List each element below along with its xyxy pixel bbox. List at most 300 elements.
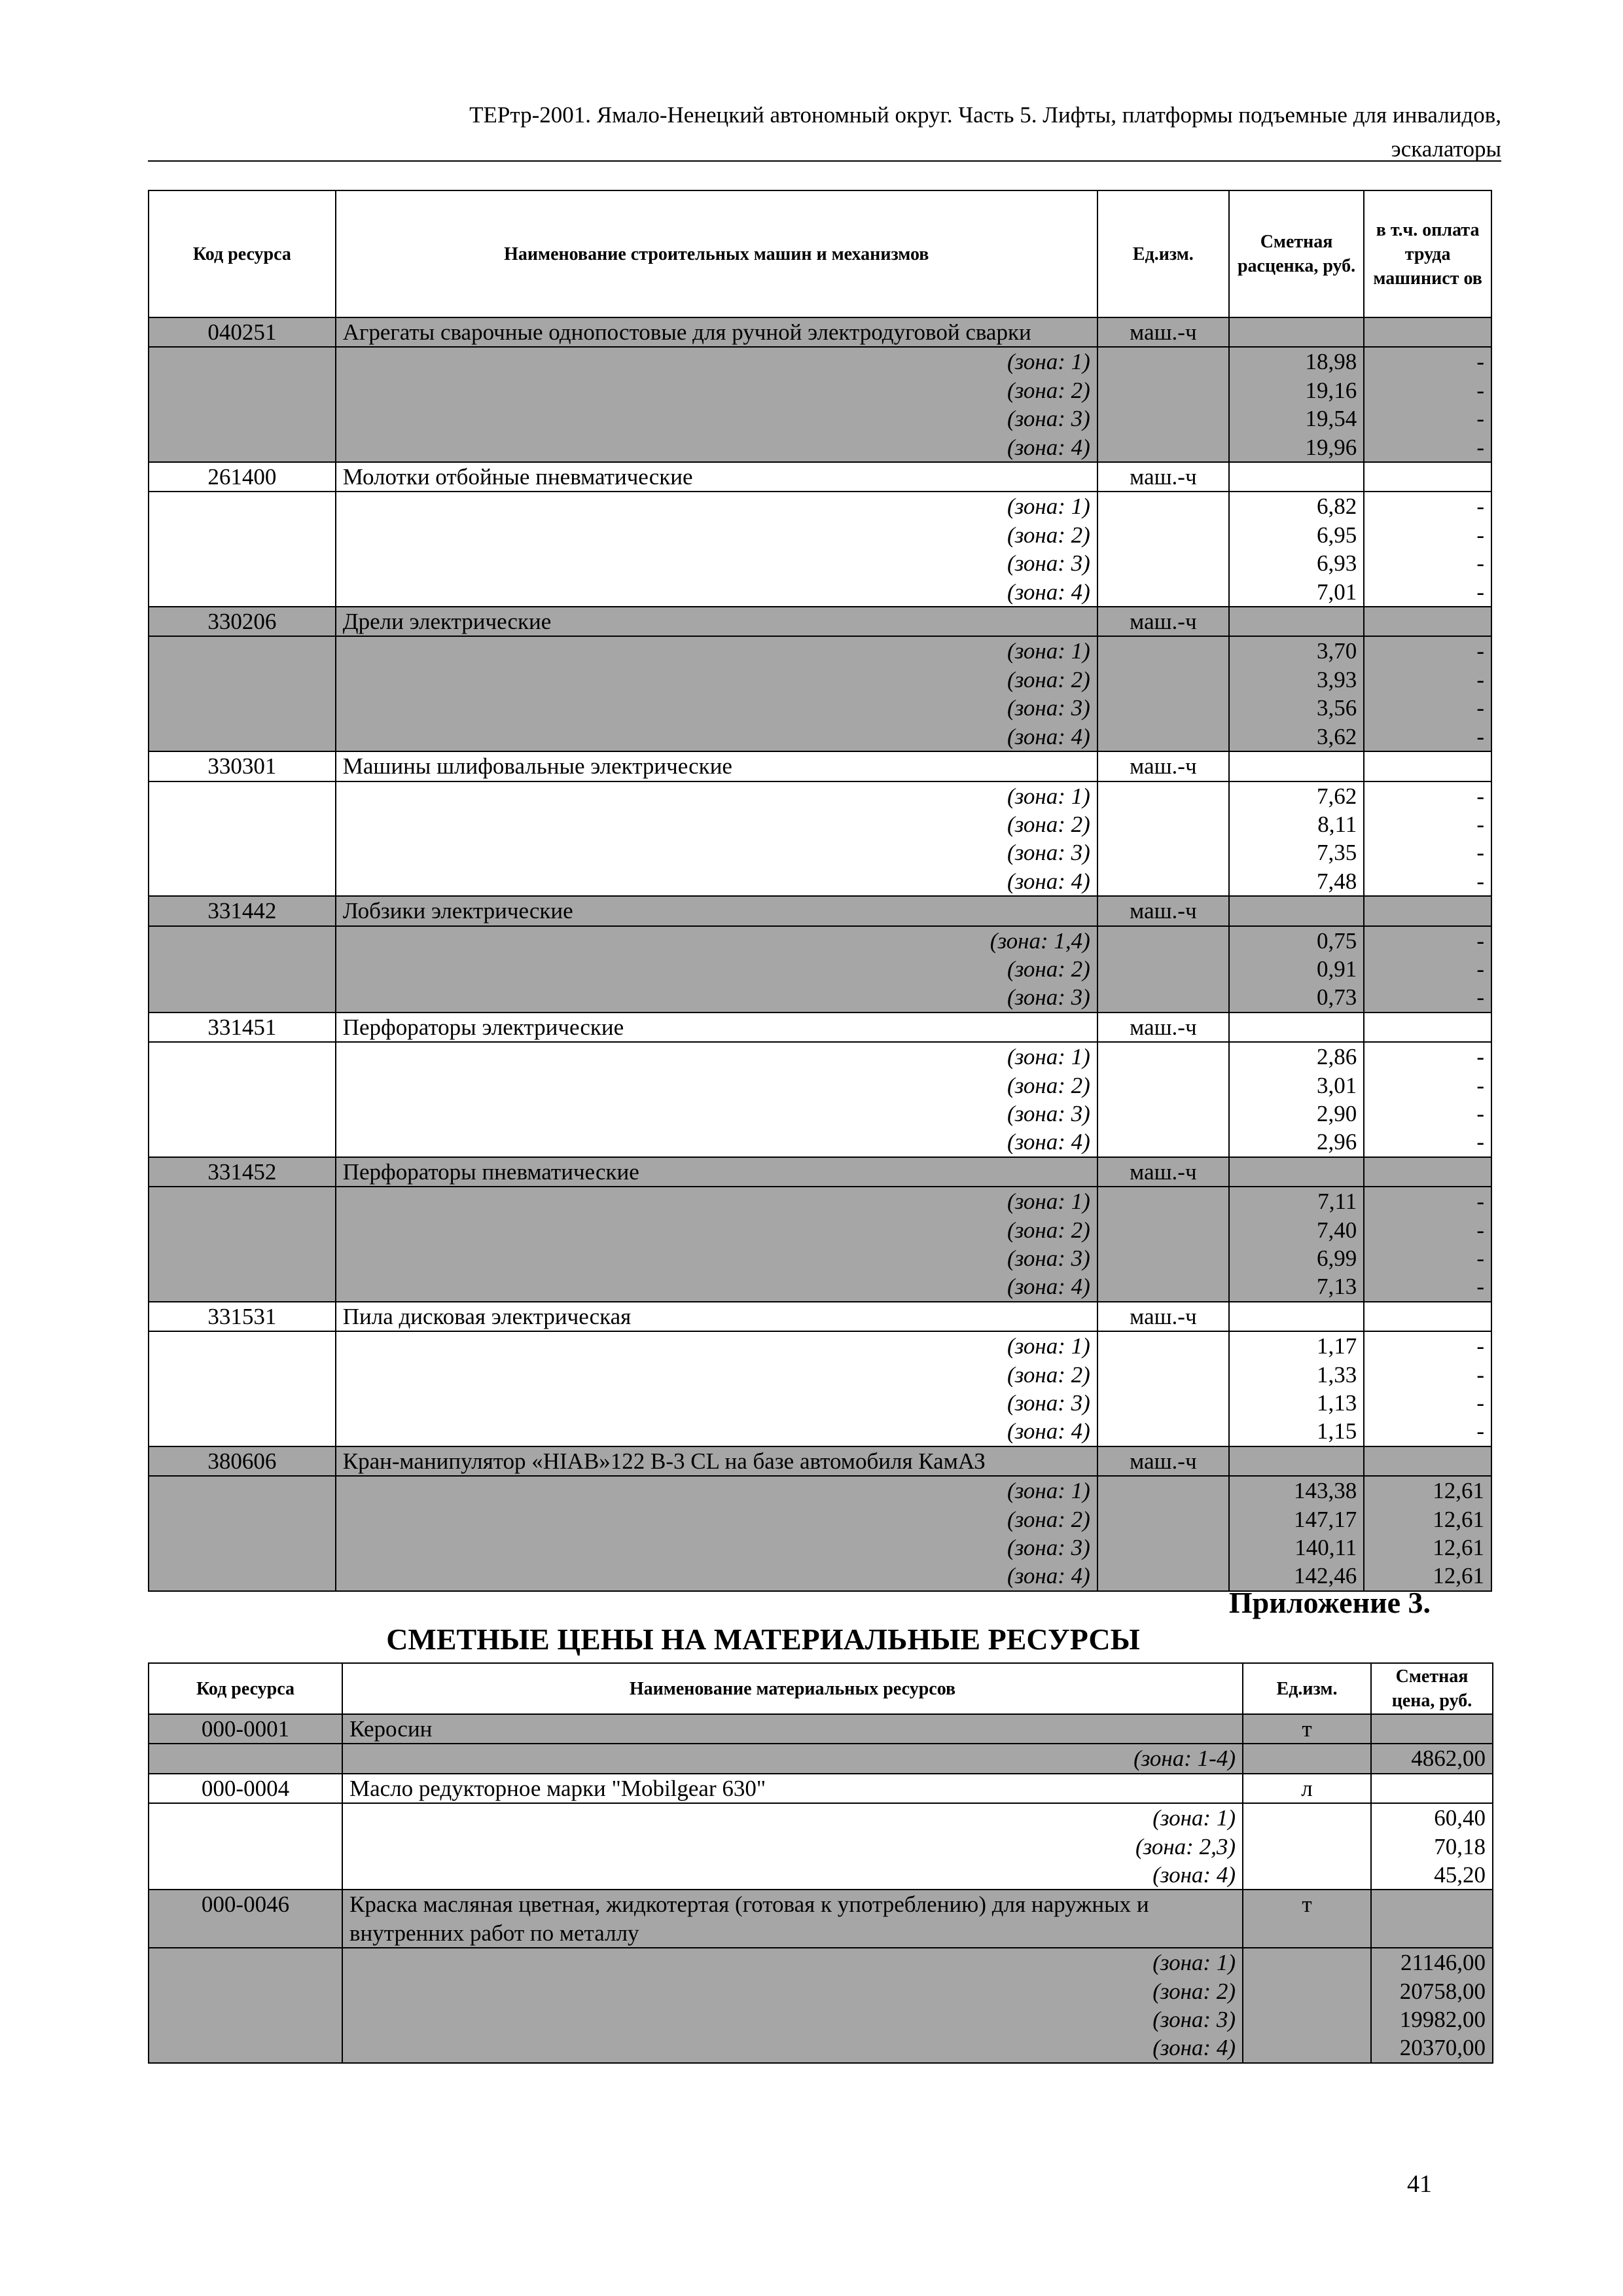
zone-price: 7,01 — [1229, 578, 1364, 607]
zone-price: 20370,00 — [1371, 2034, 1493, 2062]
empty-unit-cell — [1097, 1042, 1229, 1071]
empty-unit-cell — [1097, 404, 1229, 433]
zone-row — [149, 1948, 1493, 1977]
resource-code: 000-0046 — [149, 1890, 342, 1948]
zone-price: 143,38 — [1229, 1476, 1364, 1505]
zone-label: (зона: 2) — [336, 376, 1097, 404]
empty-unit-cell — [1097, 521, 1229, 549]
empty-code-cell — [149, 549, 336, 577]
empty-code-cell — [149, 926, 336, 955]
resource-unit: маш.-ч — [1097, 896, 1229, 925]
empty-price-cell — [1229, 607, 1364, 636]
empty-unit-cell — [1097, 867, 1229, 896]
col-header-labor: в т.ч. оплата труда машинист ов — [1364, 190, 1491, 317]
empty-code-cell — [149, 1534, 336, 1562]
zone-label: (зона: 1-4) — [342, 1744, 1243, 1773]
empty-code-cell — [149, 1187, 336, 1215]
empty-code-cell — [149, 983, 336, 1012]
zone-row — [149, 1476, 1491, 1505]
zone-label: (зона: 1) — [336, 781, 1097, 810]
col-header-code: Код ресурса — [149, 190, 336, 317]
empty-labor-cell — [1364, 1446, 1491, 1476]
resource-name: Лобзики электрические — [336, 896, 1097, 925]
zone-label: (зона: 1) — [342, 1948, 1243, 1977]
zone-label: (зона: 1) — [336, 1187, 1097, 1215]
empty-price-cell — [1229, 1446, 1364, 1476]
resource-code: 331442 — [149, 896, 336, 925]
empty-unit-cell — [1097, 1361, 1229, 1389]
zone-price: 6,95 — [1229, 521, 1364, 549]
zone-price: 6,99 — [1229, 1244, 1364, 1272]
resource-name: Перфораторы электрические — [336, 1013, 1097, 1042]
zone-price: 3,93 — [1229, 666, 1364, 694]
empty-code-cell — [149, 1977, 342, 2005]
empty-unit-cell — [1097, 983, 1229, 1012]
empty-unit-cell — [1097, 1534, 1229, 1562]
zone-label: (зона: 1) — [336, 347, 1097, 376]
table-row — [149, 1446, 1491, 1476]
empty-unit-cell — [1097, 838, 1229, 867]
zone-row — [149, 1244, 1491, 1272]
zone-row — [149, 578, 1491, 607]
empty-code-cell — [149, 1361, 336, 1389]
zone-labor: - — [1364, 1389, 1491, 1417]
zone-labor: - — [1364, 549, 1491, 577]
empty-unit-cell — [1097, 1128, 1229, 1157]
zone-price: 0,73 — [1229, 983, 1364, 1012]
table-row — [149, 1890, 1493, 1948]
zone-label: (зона: 3) — [336, 838, 1097, 867]
empty-unit-cell — [1097, 955, 1229, 983]
resource-code: 000-0004 — [149, 1774, 342, 1803]
table-row — [149, 1302, 1491, 1331]
zone-label: (зона: 3) — [342, 2005, 1243, 2034]
resource-unit: маш.-ч — [1097, 462, 1229, 492]
empty-unit-cell — [1243, 1803, 1371, 1832]
empty-code-cell — [149, 1071, 336, 1100]
empty-labor-cell — [1364, 751, 1491, 781]
zone-labor: - — [1364, 955, 1491, 983]
resource-unit: л — [1243, 1774, 1371, 1803]
empty-price-cell — [1371, 1890, 1493, 1948]
empty-code-cell — [149, 1833, 342, 1861]
empty-unit-cell — [1097, 1417, 1229, 1446]
empty-code-cell — [149, 1803, 342, 1832]
empty-unit-cell — [1097, 1272, 1229, 1301]
empty-unit-cell — [1097, 810, 1229, 838]
table-row — [149, 1714, 1493, 1744]
zone-row — [149, 983, 1491, 1012]
materials-table-header — [149, 1663, 1493, 1714]
machines-table-body — [149, 317, 1491, 1591]
empty-unit-cell — [1097, 723, 1229, 751]
empty-unit-cell — [1243, 1833, 1371, 1861]
empty-code-cell — [149, 2034, 342, 2062]
zone-row — [149, 1417, 1491, 1446]
empty-unit-cell — [1097, 926, 1229, 955]
zone-labor: - — [1364, 1128, 1491, 1157]
resource-code: 331451 — [149, 1013, 336, 1042]
empty-price-cell — [1229, 751, 1364, 781]
resource-unit: маш.-ч — [1097, 751, 1229, 781]
zone-price: 19,54 — [1229, 404, 1364, 433]
empty-unit-cell — [1097, 347, 1229, 376]
resource-unit: маш.-ч — [1097, 1013, 1229, 1042]
table-row — [149, 1157, 1491, 1187]
empty-unit-cell — [1097, 376, 1229, 404]
zone-labor: - — [1364, 1071, 1491, 1100]
empty-price-cell — [1371, 1714, 1493, 1744]
empty-code-cell — [149, 404, 336, 433]
zone-price: 8,11 — [1229, 810, 1364, 838]
machines-table — [148, 190, 1492, 1592]
zone-price: 3,70 — [1229, 636, 1364, 665]
col-header-name: Наименование материальных ресурсов — [342, 1663, 1243, 1714]
zone-row — [149, 1744, 1493, 1773]
resource-code: 261400 — [149, 462, 336, 492]
zone-price: 2,90 — [1229, 1100, 1364, 1128]
empty-code-cell — [149, 781, 336, 810]
zone-price: 0,91 — [1229, 955, 1364, 983]
zone-labor: - — [1364, 521, 1491, 549]
table-row — [149, 607, 1491, 636]
empty-code-cell — [149, 1389, 336, 1417]
empty-code-cell — [149, 1417, 336, 1446]
zone-row — [149, 1272, 1491, 1301]
empty-unit-cell — [1243, 1861, 1371, 1890]
zone-label: (зона: 1) — [336, 636, 1097, 665]
empty-code-cell — [149, 636, 336, 665]
zone-price: 18,98 — [1229, 347, 1364, 376]
col-header-name: Наименование строительных машин и механизмов — [336, 190, 1097, 317]
empty-unit-cell — [1243, 2005, 1371, 2034]
empty-code-cell — [149, 578, 336, 607]
zone-row — [149, 1216, 1491, 1244]
zone-label: (зона: 2) — [336, 955, 1097, 983]
table-row — [149, 751, 1491, 781]
zone-row — [149, 376, 1491, 404]
zone-label: (зона: 4) — [336, 1562, 1097, 1590]
zone-label: (зона: 1) — [336, 492, 1097, 520]
zone-labor: - — [1364, 838, 1491, 867]
resource-name: Машины шлифовальные электрические — [336, 751, 1097, 781]
resource-name: Кран-манипулятор «HIAB»122 B-3 CL на базе автомобиля КамАЗ — [336, 1446, 1097, 1476]
zone-price: 45,20 — [1371, 1861, 1493, 1890]
zone-label: (зона: 3) — [336, 694, 1097, 722]
resource-code: 380606 — [149, 1446, 336, 1476]
empty-labor-cell — [1364, 1157, 1491, 1187]
zone-row — [149, 433, 1491, 462]
resource-unit: маш.-ч — [1097, 1302, 1229, 1331]
zone-label: (зона: 4) — [336, 1128, 1097, 1157]
empty-price-cell — [1229, 896, 1364, 925]
resource-unit: маш.-ч — [1097, 607, 1229, 636]
header-rule — [148, 160, 1501, 162]
empty-code-cell — [149, 1100, 336, 1128]
zone-labor: - — [1364, 1417, 1491, 1446]
zone-price: 2,96 — [1229, 1128, 1364, 1157]
zone-labor: - — [1364, 781, 1491, 810]
empty-unit-cell — [1097, 1100, 1229, 1128]
zone-row — [149, 549, 1491, 577]
zone-label: (зона: 4) — [336, 578, 1097, 607]
table-row — [149, 317, 1491, 347]
zone-labor: - — [1364, 376, 1491, 404]
resource-unit: т — [1243, 1890, 1371, 1948]
zone-label: (зона: 2) — [336, 1216, 1097, 1244]
zone-labor: - — [1364, 1216, 1491, 1244]
empty-code-cell — [149, 1948, 342, 1977]
header-line-2: эскалаторы — [1391, 136, 1501, 162]
zone-row — [149, 404, 1491, 433]
zone-label: (зона: 3) — [336, 404, 1097, 433]
zone-row — [149, 492, 1491, 520]
zone-label: (зона: 2) — [336, 1505, 1097, 1534]
zone-row — [149, 1128, 1491, 1157]
zone-labor: - — [1364, 666, 1491, 694]
empty-unit-cell — [1097, 781, 1229, 810]
zone-label: (зона: 2) — [336, 1071, 1097, 1100]
zone-price: 6,93 — [1229, 549, 1364, 577]
zone-row — [149, 2034, 1493, 2062]
zone-label: (зона: 4) — [342, 2034, 1243, 2062]
zone-row — [149, 926, 1491, 955]
zone-label: (зона: 4) — [336, 1417, 1097, 1446]
empty-unit-cell — [1097, 433, 1229, 462]
zone-label: (зона: 1) — [342, 1803, 1243, 1832]
zone-labor: - — [1364, 694, 1491, 722]
zone-row — [149, 666, 1491, 694]
table-row — [149, 1774, 1493, 1803]
zone-row — [149, 1071, 1491, 1100]
zone-price: 7,11 — [1229, 1187, 1364, 1215]
zone-price: 60,40 — [1371, 1803, 1493, 1832]
empty-unit-cell — [1097, 492, 1229, 520]
zone-row — [149, 1534, 1491, 1562]
empty-code-cell — [149, 955, 336, 983]
zone-labor: - — [1364, 1244, 1491, 1272]
resource-code: 331531 — [149, 1302, 336, 1331]
zone-labor: 12,61 — [1364, 1505, 1491, 1534]
table-row — [149, 462, 1491, 492]
empty-code-cell — [149, 1244, 336, 1272]
empty-price-cell — [1229, 317, 1364, 347]
col-header-price: Сметная расценка, руб. — [1229, 190, 1364, 317]
empty-unit-cell — [1243, 1948, 1371, 1977]
zone-label: (зона: 2) — [336, 1361, 1097, 1389]
resource-name: Керосин — [342, 1714, 1243, 1744]
resource-unit: т — [1243, 1714, 1371, 1744]
zone-labor: - — [1364, 433, 1491, 462]
zone-row — [149, 1861, 1493, 1890]
zone-price: 3,01 — [1229, 1071, 1364, 1100]
col-header-code: Код ресурса — [149, 1663, 342, 1714]
zone-price: 4862,00 — [1371, 1744, 1493, 1773]
zone-row — [149, 1331, 1491, 1360]
zone-row — [149, 1803, 1493, 1832]
zone-labor: - — [1364, 404, 1491, 433]
resource-code: 331452 — [149, 1157, 336, 1187]
zone-labor: 12,61 — [1364, 1476, 1491, 1505]
zone-price: 1,33 — [1229, 1361, 1364, 1389]
resource-code: 330301 — [149, 751, 336, 781]
zone-label: (зона: 3) — [336, 1100, 1097, 1128]
materials-table-body — [149, 1714, 1493, 2063]
empty-labor-cell — [1364, 896, 1491, 925]
empty-unit-cell — [1243, 2034, 1371, 2062]
materials-table — [148, 1662, 1493, 2064]
empty-unit-cell — [1097, 1331, 1229, 1360]
section-title: СМЕТНЫЕ ЦЕНЫ НА МАТЕРИАЛЬНЫЕ РЕСУРСЫ — [386, 1623, 1140, 1656]
zone-row — [149, 955, 1491, 983]
empty-code-cell — [149, 2005, 342, 2034]
empty-price-cell — [1371, 1774, 1493, 1803]
resource-code: 000-0001 — [149, 1714, 342, 1744]
zone-labor: - — [1364, 867, 1491, 896]
zone-label: (зона: 3) — [336, 1244, 1097, 1272]
zone-price: 3,62 — [1229, 723, 1364, 751]
zone-price: 140,11 — [1229, 1534, 1364, 1562]
zone-row — [149, 347, 1491, 376]
zone-labor: - — [1364, 1361, 1491, 1389]
zone-price: 142,46 — [1229, 1562, 1364, 1590]
empty-code-cell — [149, 1331, 336, 1360]
resource-name: Перфораторы пневматические — [336, 1157, 1097, 1187]
zone-row — [149, 810, 1491, 838]
empty-unit-cell — [1097, 1244, 1229, 1272]
header-line-1: ТЕРтр-2001. Ямало-Ненецкий автономный округ. Часть 5. Лифты, платформы подъемные для инвалидов, — [469, 102, 1501, 128]
table-row — [149, 1013, 1491, 1042]
zone-row — [149, 521, 1491, 549]
zone-row — [149, 781, 1491, 810]
empty-code-cell — [149, 521, 336, 549]
resource-name: Молотки отбойные пневматические — [336, 462, 1097, 492]
zone-price: 1,15 — [1229, 1417, 1364, 1446]
zone-label: (зона: 3) — [336, 983, 1097, 1012]
zone-row — [149, 1977, 1493, 2005]
empty-code-cell — [149, 666, 336, 694]
zone-row — [149, 1042, 1491, 1071]
empty-code-cell — [149, 492, 336, 520]
zone-labor: - — [1364, 983, 1491, 1012]
zone-labor: 12,61 — [1364, 1534, 1491, 1562]
zone-price: 1,13 — [1229, 1389, 1364, 1417]
zone-row — [149, 867, 1491, 896]
empty-code-cell — [149, 376, 336, 404]
zone-labor: - — [1364, 578, 1491, 607]
empty-unit-cell — [1097, 549, 1229, 577]
zone-label: (зона: 4) — [336, 867, 1097, 896]
zone-price: 20758,00 — [1371, 1977, 1493, 2005]
zone-price: 2,86 — [1229, 1042, 1364, 1071]
zone-price: 0,75 — [1229, 926, 1364, 955]
zone-label: (зона: 4) — [336, 723, 1097, 751]
empty-code-cell — [149, 1505, 336, 1534]
empty-code-cell — [149, 347, 336, 376]
empty-code-cell — [149, 810, 336, 838]
empty-code-cell — [149, 1476, 336, 1505]
zone-labor: - — [1364, 1272, 1491, 1301]
empty-unit-cell — [1097, 1216, 1229, 1244]
empty-unit-cell — [1097, 666, 1229, 694]
empty-code-cell — [149, 1744, 342, 1773]
empty-unit-cell — [1097, 1071, 1229, 1100]
zone-label: (зона: 1) — [336, 1042, 1097, 1071]
zone-row — [149, 2005, 1493, 2034]
col-header-unit: Ед.изм. — [1243, 1663, 1371, 1714]
empty-unit-cell — [1097, 694, 1229, 722]
zone-labor: - — [1364, 1100, 1491, 1128]
empty-labor-cell — [1364, 607, 1491, 636]
empty-price-cell — [1229, 1302, 1364, 1331]
empty-price-cell — [1229, 462, 1364, 492]
zone-labor: - — [1364, 926, 1491, 955]
zone-price: 1,17 — [1229, 1331, 1364, 1360]
zone-labor: - — [1364, 810, 1491, 838]
zone-row — [149, 838, 1491, 867]
zone-price: 70,18 — [1371, 1833, 1493, 1861]
zone-price: 7,35 — [1229, 838, 1364, 867]
zone-labor: - — [1364, 723, 1491, 751]
zone-label: (зона: 3) — [336, 549, 1097, 577]
empty-unit-cell — [1097, 1389, 1229, 1417]
empty-code-cell — [149, 1216, 336, 1244]
empty-code-cell — [149, 1861, 342, 1890]
resource-unit: маш.-ч — [1097, 317, 1229, 347]
empty-price-cell — [1229, 1157, 1364, 1187]
resource-code: 330206 — [149, 607, 336, 636]
zone-label: (зона: 2) — [336, 521, 1097, 549]
resource-unit: маш.-ч — [1097, 1157, 1229, 1187]
zone-label: (зона: 4) — [342, 1861, 1243, 1890]
zone-label: (зона: 3) — [336, 1534, 1097, 1562]
empty-code-cell — [149, 1042, 336, 1071]
resource-name: Агрегаты сварочные однопостовые для ручной электродуговой сварки — [336, 317, 1097, 347]
zone-row — [149, 1389, 1491, 1417]
empty-unit-cell — [1243, 1977, 1371, 2005]
zone-price: 7,62 — [1229, 781, 1364, 810]
col-header-price: Сметная цена, руб. — [1371, 1663, 1493, 1714]
zone-label: (зона: 1) — [336, 1331, 1097, 1360]
zone-label: (зона: 4) — [336, 1272, 1097, 1301]
zone-label: (зона: 1) — [336, 1476, 1097, 1505]
zone-label: (зона: 1,4) — [336, 926, 1097, 955]
zone-label: (зона: 3) — [336, 1389, 1097, 1417]
zone-price: 147,17 — [1229, 1505, 1364, 1534]
empty-price-cell — [1229, 1013, 1364, 1042]
zone-price: 21146,00 — [1371, 1948, 1493, 1977]
zone-labor: - — [1364, 1042, 1491, 1071]
empty-labor-cell — [1364, 1013, 1491, 1042]
zone-labor: - — [1364, 1331, 1491, 1360]
machines-table-header — [149, 190, 1491, 317]
empty-unit-cell — [1243, 1744, 1371, 1773]
empty-code-cell — [149, 694, 336, 722]
running-header — [148, 98, 1501, 166]
zone-label: (зона: 2) — [336, 666, 1097, 694]
zone-label: (зона: 2) — [342, 1977, 1243, 2005]
zone-price: 19982,00 — [1371, 2005, 1493, 2034]
resource-unit: маш.-ч — [1097, 1446, 1229, 1476]
empty-unit-cell — [1097, 636, 1229, 665]
zone-labor: - — [1364, 636, 1491, 665]
empty-code-cell — [149, 838, 336, 867]
zone-price: 6,82 — [1229, 492, 1364, 520]
zone-row — [149, 1187, 1491, 1215]
appendix-label: Приложение 3. — [1228, 1586, 1431, 1619]
resource-name: Масло редукторное марки "Mobilgear 630" — [342, 1774, 1243, 1803]
zone-price: 7,48 — [1229, 867, 1364, 896]
